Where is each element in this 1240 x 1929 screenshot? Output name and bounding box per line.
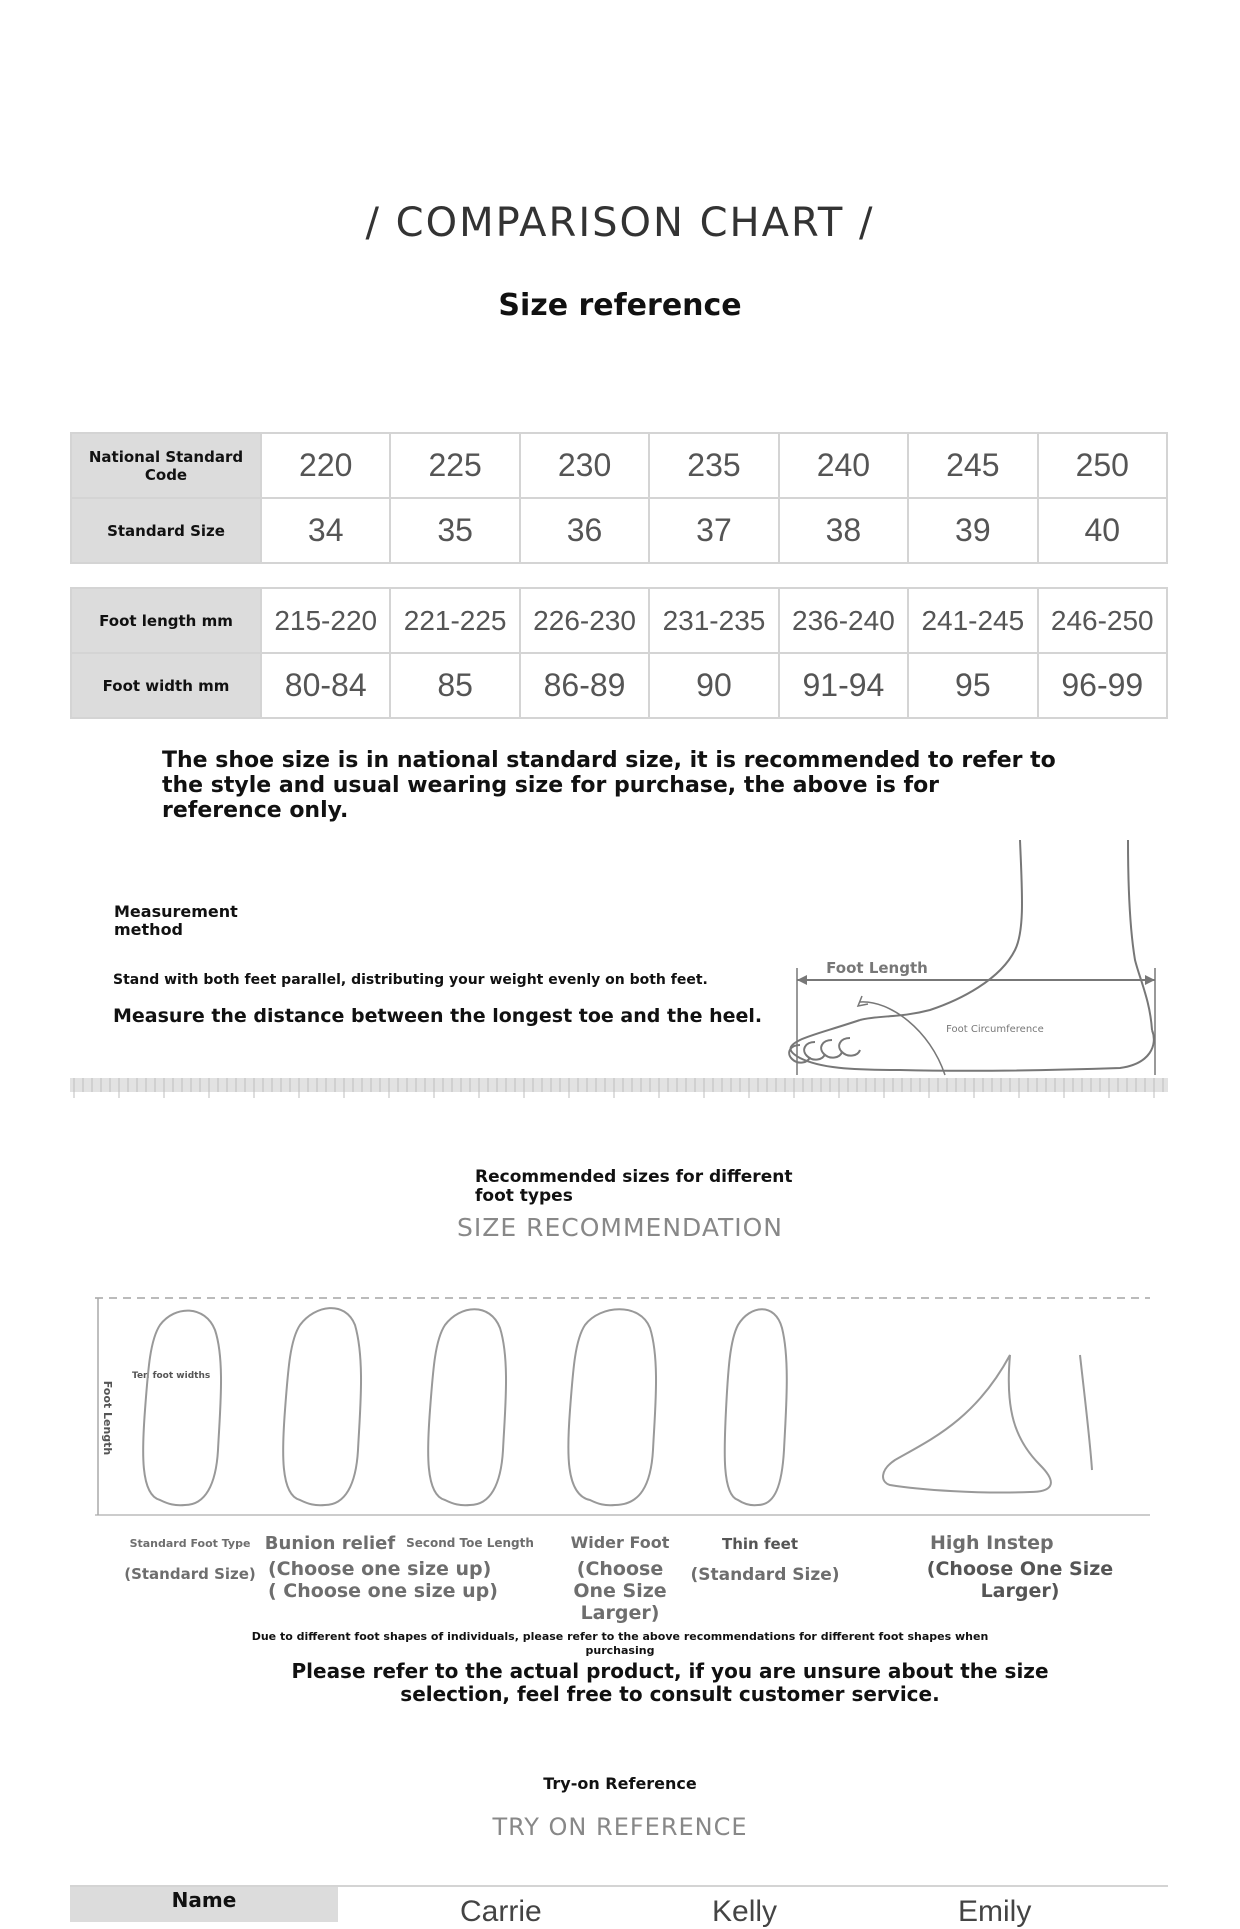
table-cell: 37 [649, 498, 778, 563]
table-cell: 230 [520, 433, 649, 498]
arrow-icon [858, 996, 868, 1006]
table-cell: 235 [649, 433, 778, 498]
table-cell: 36 [520, 498, 649, 563]
arrow-left-icon [797, 975, 807, 985]
table-cell: 236-240 [779, 588, 908, 653]
table-cell: 38 [779, 498, 908, 563]
table-cell: 91-94 [779, 653, 908, 718]
foot-silhouettes [143, 1308, 1092, 1505]
standard-foot-icon [143, 1311, 221, 1506]
table-cell: 250 [1038, 433, 1167, 498]
consult-service-note: Please refer to the actual product, if you are unsure about the size selection, feel free to consult customer service. [291, 1659, 1049, 1706]
measurement-step-1: Stand with both feet parallel, distributing your weight evenly on both feet. [113, 972, 708, 988]
table-cell: 225 [390, 433, 519, 498]
foot-type-name: High Instep [930, 1532, 1054, 1554]
table-cell: 90 [649, 653, 778, 718]
table-cell: 240 [779, 433, 908, 498]
table-cell: 80-84 [261, 653, 390, 718]
circumference-curve [860, 1002, 945, 1075]
foot-shape-note: Due to different foot shapes of individuals, please refer to the above recommendations for different foot shapes when purchasing [251, 1630, 989, 1657]
foot-type-name: Second Toe Length [406, 1536, 534, 1550]
national-size-table [70, 432, 1168, 564]
foot-type-advice: (Choose One Size Larger) [926, 1558, 1114, 1602]
row-header: Standard Size [71, 498, 261, 563]
table-cell: 86-89 [520, 653, 649, 718]
table-cell: 241-245 [908, 588, 1037, 653]
try-on-table [70, 1885, 1168, 1928]
toe-shape [839, 1038, 860, 1056]
ruler [70, 1078, 1168, 1092]
table-cell: 95 [908, 653, 1037, 718]
foot-type-name: Thin feet [722, 1535, 798, 1553]
foot-size-table [70, 587, 1168, 719]
try-on-header: Name [70, 1887, 338, 1922]
table-cell: 40 [1038, 498, 1167, 563]
foot-type-advice: (Choose one size up) ( Choose one size up) [268, 1558, 498, 1602]
table-cell: 246-250 [1038, 588, 1167, 653]
try-on-name: Kelly [712, 1895, 778, 1928]
row-header: Foot width mm [71, 653, 261, 718]
table-cell: 220 [261, 433, 390, 498]
foot-type-advice: (Choose One Size Larger) [573, 1558, 667, 1624]
try-on-title-en: TRY ON REFERENCE [492, 1813, 748, 1841]
axis-foot-length: Foot Length [101, 1380, 114, 1456]
high-instep-foot-icon [883, 1355, 1051, 1493]
table-cell: 34 [261, 498, 390, 563]
leg-outline [860, 840, 1022, 1020]
row-header: Foot length mm [71, 588, 261, 653]
table-row [71, 498, 1167, 563]
thin-foot-icon [725, 1309, 787, 1505]
foot-measurement-illustration [0, 830, 1240, 1100]
foot-type-name: Standard Foot Type [129, 1537, 251, 1550]
foot-length-label: Foot Length [826, 959, 928, 977]
table-cell: 85 [390, 653, 519, 718]
table-cell: 35 [390, 498, 519, 563]
chart-title: / COMPARISON CHART / [365, 200, 875, 246]
table-cell: 245 [908, 433, 1037, 498]
measurement-step-2: Measure the distance between the longest toe and the heel. [113, 1005, 763, 1027]
measurement-title: Measurement method [114, 902, 238, 939]
foot-type-name: Wider Foot [570, 1533, 670, 1552]
table-row [71, 588, 1167, 653]
row-header: National Standard Code [71, 433, 261, 498]
try-on-name: Emily [958, 1895, 1032, 1928]
table-row [71, 433, 1167, 498]
table-cell: 39 [908, 498, 1037, 563]
axis-foot-width: Ten foot widths [132, 1371, 211, 1381]
size-note: The shoe size is in national standard size, it is recommended to refer to the style and usual wearing size for purchase, the above is for reference only. [162, 748, 1056, 823]
table-cell: 226-230 [520, 588, 649, 653]
table-cell: 221-225 [390, 588, 519, 653]
table-cell: 215-220 [261, 588, 390, 653]
foot-type-advice: (Standard Size) [690, 1565, 840, 1585]
heel-outline [1128, 840, 1152, 1030]
recommendation-title-en: SIZE RECOMMENDATION [456, 1213, 784, 1242]
bunion-foot-icon [283, 1308, 361, 1505]
table-cell: 96-99 [1038, 653, 1167, 718]
foot-types-illustration [0, 1280, 1240, 1520]
high-instep-leg-icon [1080, 1355, 1092, 1470]
second-toe-foot-icon [428, 1309, 506, 1505]
foot-circumference-label: Foot Circumference [946, 1024, 1044, 1035]
wide-foot-icon [568, 1309, 656, 1505]
table-row [71, 653, 1167, 718]
foot-type-advice: (Standard Size) [124, 1565, 256, 1583]
table-cell: 231-235 [649, 588, 778, 653]
try-on-title: Try-on Reference [543, 1774, 697, 1793]
recommendation-title: Recommended sizes for different foot types [475, 1167, 793, 1206]
size-reference-heading: Size reference [498, 288, 742, 323]
arrow-right-icon [1145, 975, 1155, 985]
foot-type-name: Bunion relief [264, 1533, 396, 1554]
try-on-name: Carrie [460, 1895, 542, 1928]
